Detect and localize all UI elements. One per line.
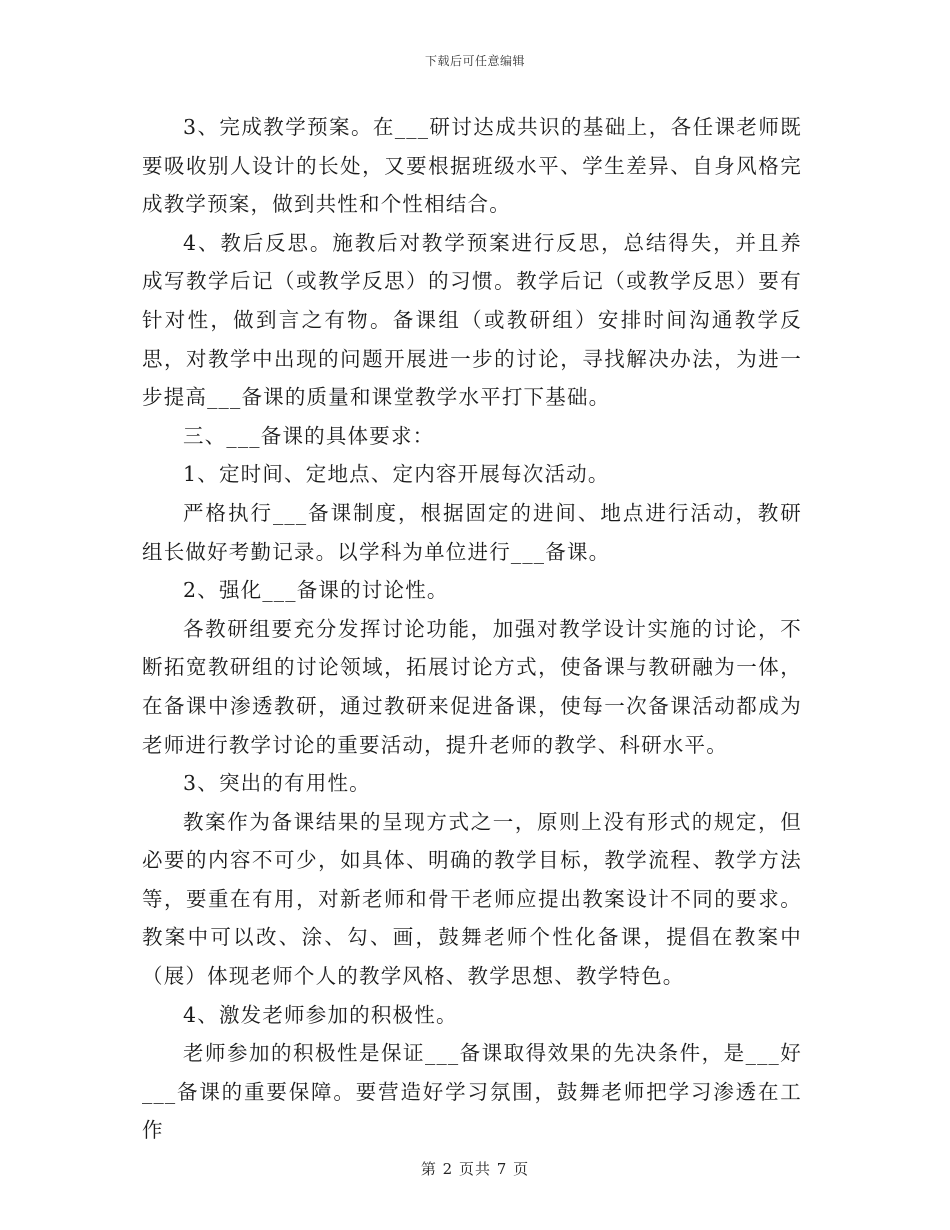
paragraph: 3、完成教学预案。在___研讨达成共识的基础上，各任课老师既要吸收别人设计的长处，又要根据班级水平、学生差异、自身风格完成教学预案，做到共性和个性相结合。 xyxy=(142,115,802,217)
document-body xyxy=(142,108,802,1150)
paragraph: 老师参加的积极性是保证___备课取得效果的先决条件，是___好___备课的重要保障。要营造好学习氛围，鼓舞老师把学习渗透在工作 xyxy=(142,1041,802,1143)
subheading: 2、强化___备课的讨论性。 xyxy=(183,578,449,603)
paragraph: 各教研组要充分发挥讨论功能，加强对教学设计实施的讨论，不断拓宽教研组的讨论领域，拓展讨论方式，使备课与教研融为一体，在备课中渗透教研，通过教研来促进备课，使每一次备课活动都成为老师进行教学讨论的重要活动，提升老师的教学、科研水平。 xyxy=(142,616,802,757)
page-number: 第 2 页共 7 页 xyxy=(420,1160,530,1178)
page-header: 下载后可任意编辑 xyxy=(424,54,525,68)
subheading: 3、突出的有用性。 xyxy=(183,771,371,796)
paragraph: 4、教后反思。施教后对教学预案进行反思，总结得失，并且养成写教学后记（或教学反思）的习惯。教学后记（或教学反思）要有针对性，做到言之有物。备课组（或教研组）安排时间沟通教学反思，对教学中出现的问题开展进一步的讨论，寻找解决办法，为进一步提高___备课的质量和课堂教学水平打下基础。 xyxy=(142,230,802,410)
subheading: 4、激发老师参加的积极性。 xyxy=(183,1002,458,1027)
paragraph: 教案作为备课结果的呈现方式之一，原则上没有形式的规定，但必要的内容不可少，如具体、明确的教学目标，教学流程、教学方法等，要重在有用，对新老师和骨干老师应提出教案设计不同的要求。教案中可以改、涂、勾、画，鼓舞老师个性化备课，提倡在教案中（展）体现老师个人的教学风格、教学思想、教学特色。 xyxy=(142,809,802,989)
section-heading: 三、___备课的具体要求： xyxy=(183,423,435,448)
subheading: 1、定时间、定地点、定内容开展每次活动。 xyxy=(183,462,610,487)
paragraph: 严格执行___备课制度，根据固定的进间、地点进行活动，教研组长做好考勤记录。以学科为单位进行___备课。 xyxy=(142,500,802,564)
